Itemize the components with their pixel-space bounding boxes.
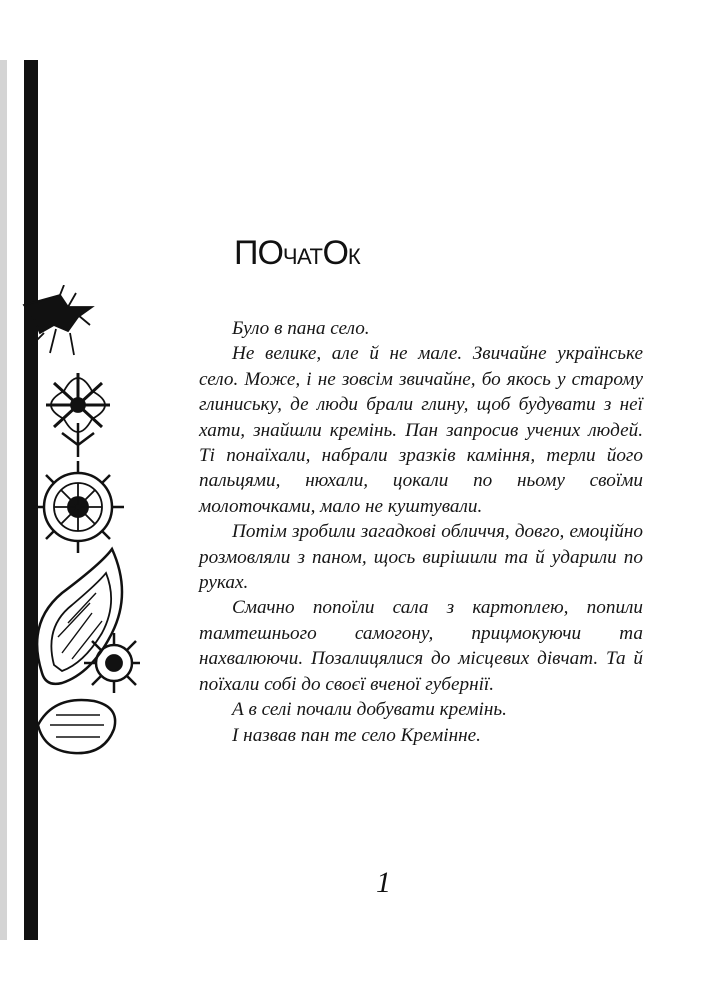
- page-number: 1: [376, 866, 391, 899]
- paragraph: І назвав пан те село Кремінне.: [232, 724, 481, 746]
- paragraph: Смачно попоїли сала з картоплею, попили тамтешнього самогону, прицмокуючи та нахвалюючи. Позалицялися до місцевих дівчат. Та й поїхали собі до своєї вченої губернії.: [199, 597, 643, 695]
- bird-icon: [24, 285, 92, 355]
- paragraph: Було в пана село.: [232, 318, 370, 339]
- page-edge-shadow: [0, 60, 7, 940]
- chapter-body: [199, 316, 643, 748]
- folk-ornament: [20, 285, 140, 765]
- paisley-icon: [38, 700, 115, 753]
- paragraph: Не велике, але й не мале. Звичайне українське село. Може, і не зовсім звичайне, бо якось у старому глиниську, де люди брали глину, щоб будувати з неї хати, знайшли кремінь. Пан запросив учених людей. Ті понаїхали, набрали зразків каміння, терли його пальцями, нюхали, цокали по ньому своїми молоточками, мало не куштували.: [199, 343, 643, 517]
- paragraph: Потім зробили загадкові обличчя, довго, емоційно розмовляли з паном, щось вирішили та й ударили по руках.: [199, 521, 643, 594]
- paragraph: А в селі почали добувати кремінь.: [232, 699, 507, 721]
- sun-wheel-icon: [32, 461, 124, 553]
- sun-icon: [84, 633, 140, 693]
- flower-icon: [46, 373, 110, 457]
- chapter-title: ПОЧАТОК: [234, 234, 361, 272]
